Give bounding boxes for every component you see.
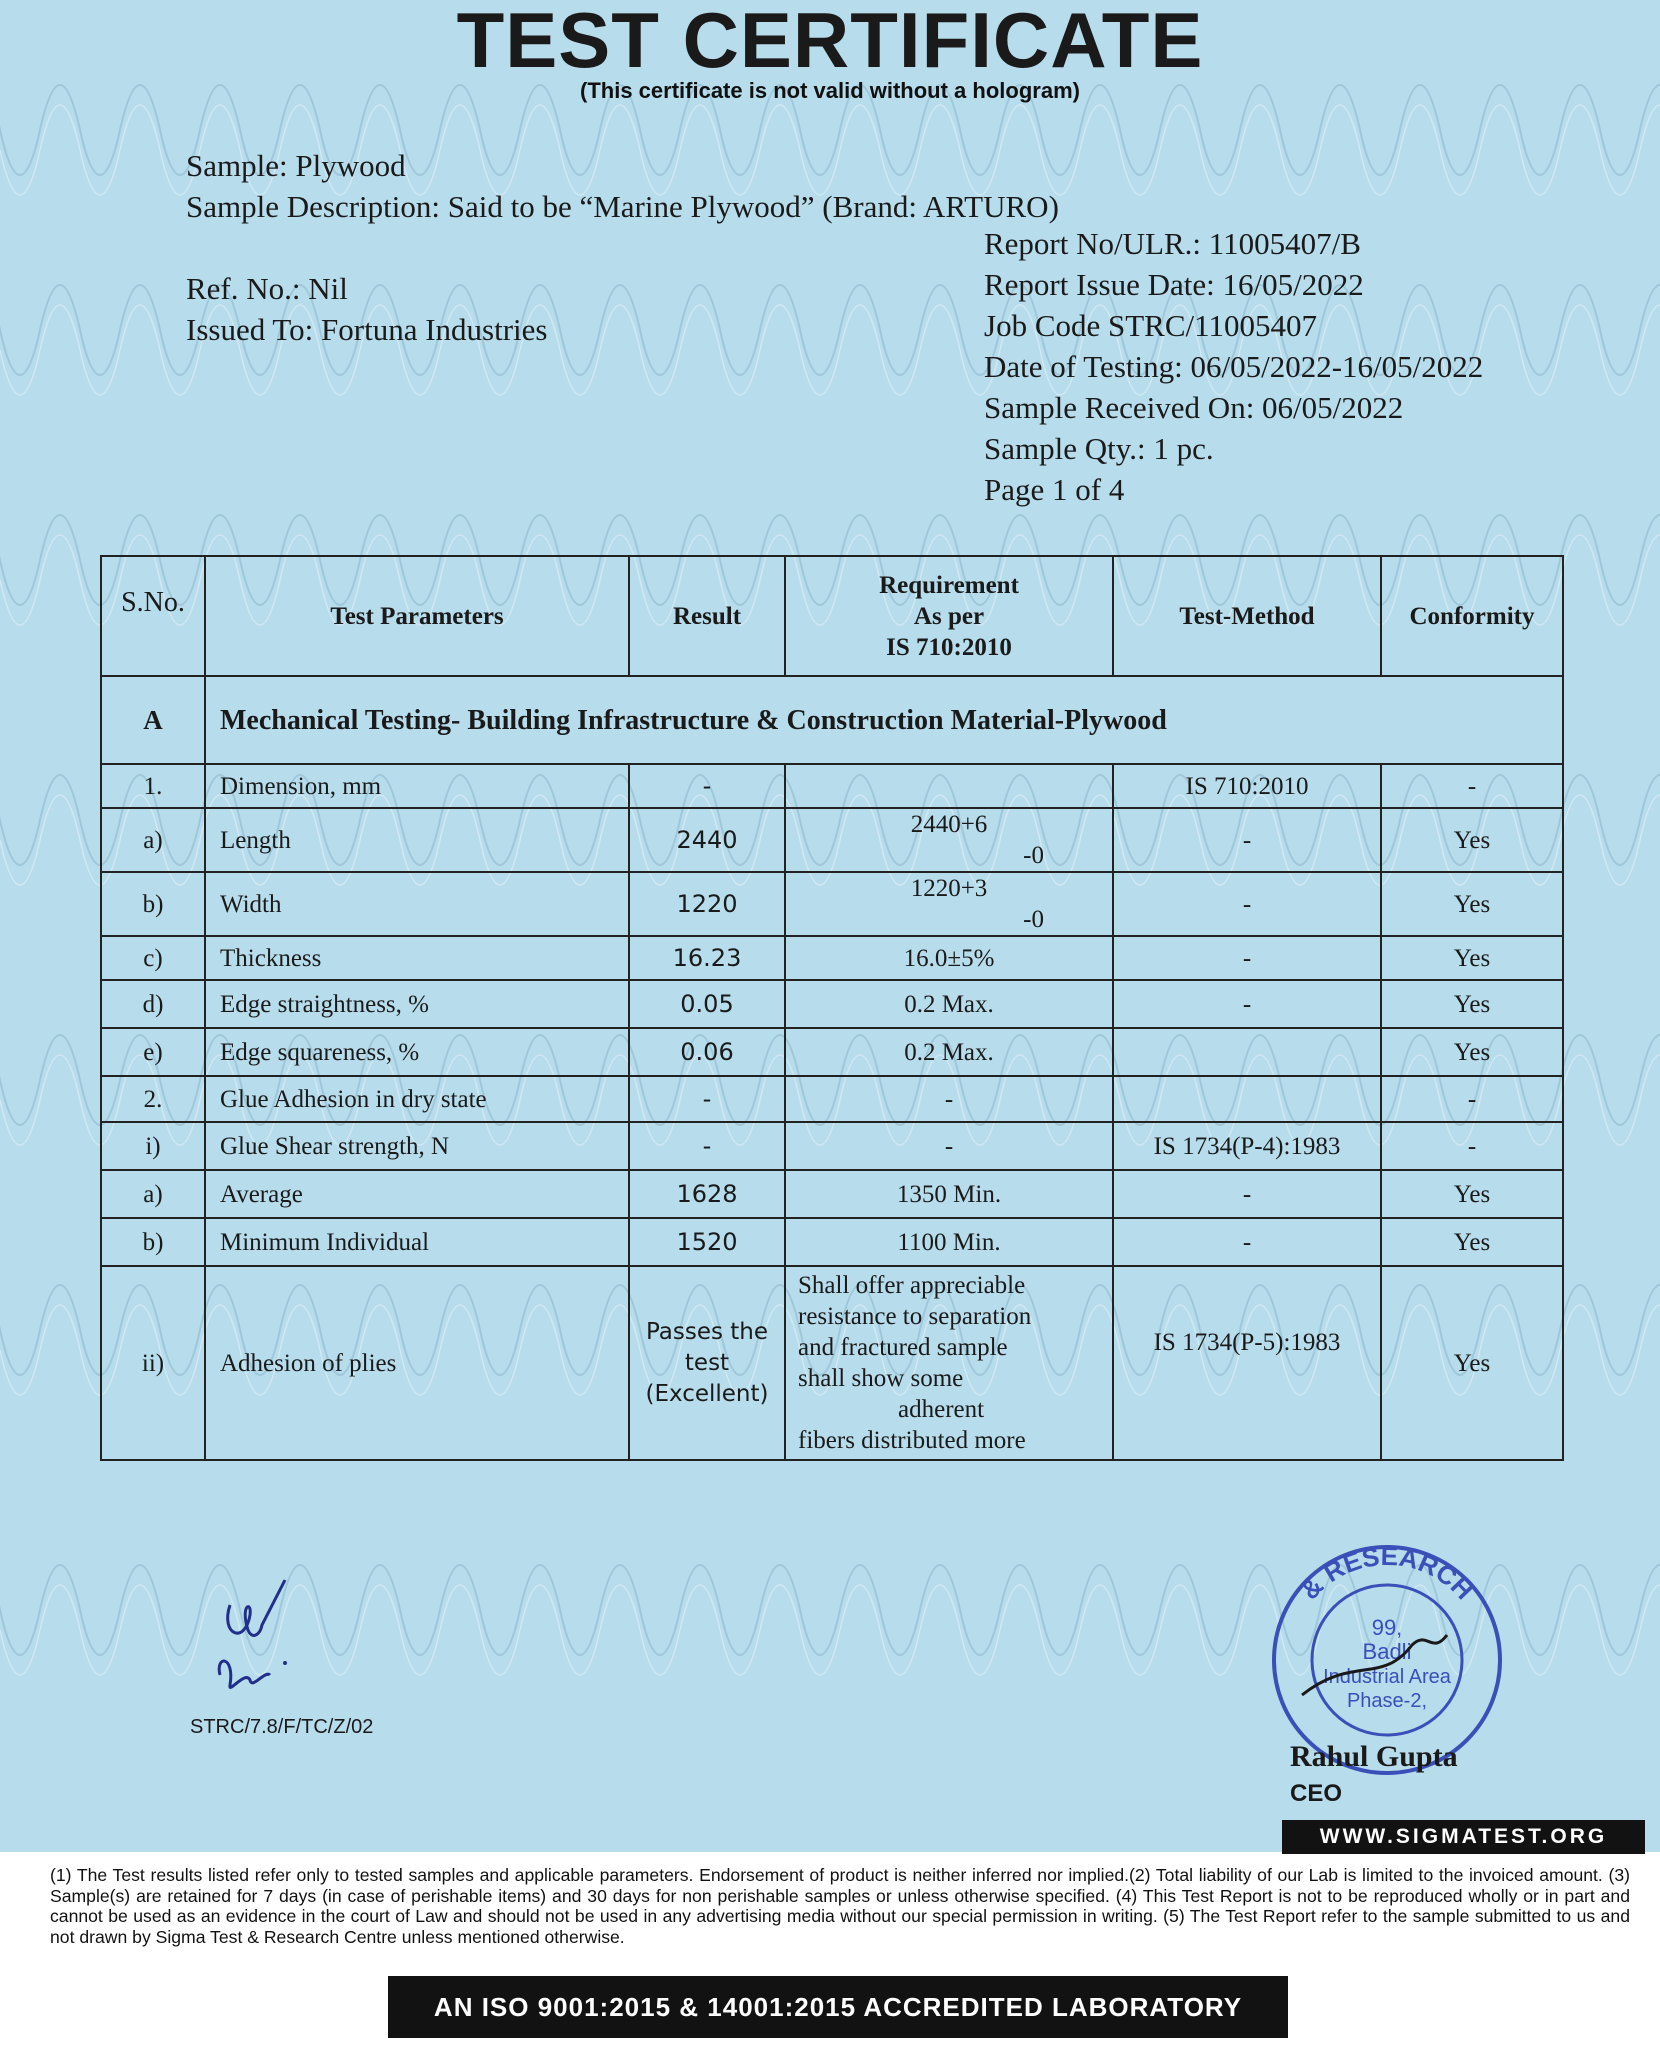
row-requirement-line1: 0.2 Max. <box>904 990 994 1018</box>
row-conformity: Yes <box>1381 1028 1563 1076</box>
header-test-method: Test-Method <box>1113 556 1381 676</box>
row-sno: 2. <box>101 1076 205 1122</box>
row-test-method: - <box>1113 1170 1381 1218</box>
row-parameter: Width <box>205 872 629 936</box>
row-sno: e) <box>101 1028 205 1076</box>
row-parameter: Glue Adhesion in dry state <box>205 1076 629 1122</box>
sample-info-block <box>186 145 1059 227</box>
row-result: - <box>629 764 785 808</box>
row-result-line3: (Excellent) <box>645 1380 769 1407</box>
row-sno <box>101 1266 205 1460</box>
svg-text:Industrial Area: Industrial Area <box>1323 1666 1451 1688</box>
row-requirement-line4: shall show some <box>798 1365 964 1392</box>
svg-text:& RESEARCH: & RESEARCH <box>1294 1540 1480 1606</box>
header-sno: S.No. <box>101 556 205 676</box>
section-title: Mechanical Testing- Building Infrastructure & Construction Material-Plywood <box>205 676 1563 764</box>
row-sno: c) <box>101 936 205 980</box>
row-sno: a) <box>101 808 205 872</box>
row-conformity: - <box>1381 1076 1563 1122</box>
row-requirement-line5: adherent <box>898 1396 985 1423</box>
row-requirement-line3: and fractured sample <box>798 1334 1008 1361</box>
header-test-parameters: Test Parameters <box>205 556 629 676</box>
page-number: Page 1 of 4 <box>984 472 1125 507</box>
issued-to: Issued To: Fortuna Industries <box>186 312 548 347</box>
row-requirement-line6: fibers distributed more <box>798 1427 1026 1454</box>
row-sno: i) <box>101 1122 205 1170</box>
row-result: 1628 <box>629 1170 785 1218</box>
disclaimer-text: (1) The Test results listed refer only to tested samples and applicable parameters. Endorsement of product is neither inferred nor implied.(2) Total liability of our Lab is limited to the invoiced amount. (3) Sample(s) are retained for 7 days (in case of perishable items) and 30 days for non perishable samples or unless otherwise specified. (4) This Test Report is not to be reproduced wholly or in part and cannot be used as an evidence in the court of Law and should not be used in any advertising media without our special permission in writing. (5) The Test Report refer to the sample submitted to us and not drawn by Sigma Test & Research Centre unless mentioned otherwise. <box>50 1865 1630 1947</box>
website-band: WWW.SIGMATEST.ORG <box>1282 1820 1645 1854</box>
row-requirement-line2: resistance to separation <box>798 1303 1032 1330</box>
reference-block <box>186 268 547 350</box>
row-requirement-line1: 0.2 Max. <box>904 1038 994 1066</box>
row-requirement-line1: 1350 Min. <box>896 1180 1002 1208</box>
row-test-method: - <box>1113 936 1381 980</box>
row-parameter: Edge squareness, % <box>205 1028 629 1076</box>
date-of-testing: Date of Testing: 06/05/2022-16/05/2022 <box>984 349 1484 384</box>
row-conformity: Yes <box>1381 936 1563 980</box>
row-requirement <box>785 1170 1113 1218</box>
row-requirement-line1: 2440+6 <box>910 811 988 838</box>
row-parameter: Average <box>205 1170 629 1218</box>
header-result: Result <box>629 556 785 676</box>
row-conformity <box>1381 1266 1563 1460</box>
row-result: 2440 <box>629 808 785 872</box>
ref-no: Ref. No.: Nil <box>186 271 348 306</box>
results-table <box>100 555 1564 1461</box>
row-test-method: IS 710:2010 <box>1113 764 1381 808</box>
row-result: - <box>629 1122 785 1170</box>
row-requirement-line1: 16.0±5% <box>903 944 995 972</box>
row-parameter: Dimension, mm <box>205 764 629 808</box>
row-test-method-line1: IS 1734(P-5):1983 <box>1153 1329 1341 1356</box>
row-test-method <box>1113 1266 1381 1460</box>
table-row <box>101 936 1563 980</box>
signature-image <box>190 1575 340 1715</box>
row-result: 1220 <box>629 872 785 936</box>
header-requirement-line1: Requirement <box>879 571 1019 599</box>
row-sno: 1. <box>101 764 205 808</box>
ceo-title: CEO <box>1290 1780 1343 1807</box>
row-result <box>629 1266 785 1460</box>
row-test-method <box>1113 1076 1381 1122</box>
row-result: 1520 <box>629 1218 785 1266</box>
row-sno: b) <box>101 872 205 936</box>
row-result: 0.05 <box>629 980 785 1028</box>
row-parameter-line1: Adhesion of plies <box>220 1349 397 1377</box>
certificate-title: TEST CERTIFICATE <box>456 0 1204 84</box>
sample-received-on: Sample Received On: 06/05/2022 <box>984 390 1404 425</box>
row-parameter: Minimum Individual <box>205 1218 629 1266</box>
table-row <box>101 1266 1563 1460</box>
row-requirement <box>785 872 1113 936</box>
row-parameter: Thickness <box>205 936 629 980</box>
header-conformity: Conformity <box>1381 556 1563 676</box>
row-sno: d) <box>101 980 205 1028</box>
job-code: Job Code STRC/11005407 <box>984 308 1317 343</box>
svg-text:Badli: Badli <box>1362 1639 1412 1664</box>
header-requirement <box>785 556 1113 676</box>
row-parameter: Glue Shear strength, N <box>205 1122 629 1170</box>
row-parameter <box>205 1266 629 1460</box>
ceo-name: Rahul Gupta <box>1290 1740 1458 1773</box>
row-requirement-line2: -0 <box>1023 906 1044 933</box>
row-requirement <box>785 1028 1113 1076</box>
row-conformity: Yes <box>1381 872 1563 936</box>
row-result-line1: Passes the <box>645 1318 769 1345</box>
sample-name: Sample: Plywood <box>186 148 406 183</box>
svg-text:Phase-2,: Phase-2, <box>1346 1690 1428 1712</box>
row-result-line2: test <box>684 1349 730 1376</box>
row-requirement <box>785 764 1113 808</box>
row-requirement <box>785 1122 1113 1170</box>
hologram-note: (This certificate is not valid without a hologram) <box>580 78 1080 103</box>
row-test-method: - <box>1113 872 1381 936</box>
row-sno-line1: ii) <box>141 1349 165 1377</box>
row-result: - <box>629 1076 785 1122</box>
row-conformity: Yes <box>1381 808 1563 872</box>
svg-text:99,: 99, <box>1371 1615 1403 1640</box>
row-test-method: - <box>1113 808 1381 872</box>
table-header-row <box>101 556 1563 676</box>
row-conformity: Yes <box>1381 1218 1563 1266</box>
accreditation-band: AN ISO 9001:2015 & 14001:2015 ACCREDITED LABORATORY <box>388 1976 1288 2038</box>
report-issue-date: Report Issue Date: 16/05/2022 <box>984 267 1364 302</box>
row-requirement <box>785 808 1113 872</box>
row-requirement-line1: 1100 Min. <box>897 1228 1001 1256</box>
report-no: Report No/ULR.: 11005407/B <box>984 226 1361 261</box>
row-test-method: - <box>1113 1218 1381 1266</box>
header-requirement-line3: IS 710:2010 <box>886 633 1012 661</box>
row-requirement <box>785 1218 1113 1266</box>
table-row <box>101 872 1563 936</box>
row-requirement-line1: Shall offer appreciable <box>798 1272 1026 1299</box>
table-row <box>101 1076 1563 1122</box>
row-sno: b) <box>101 1218 205 1266</box>
row-requirement-line2: -0 <box>1023 842 1044 869</box>
table-row <box>101 980 1563 1028</box>
row-test-method: - <box>1113 980 1381 1028</box>
row-requirement <box>785 1076 1113 1122</box>
row-sno: a) <box>101 1170 205 1218</box>
row-result: 16.23 <box>629 936 785 980</box>
table-row <box>101 1218 1563 1266</box>
row-test-method <box>1113 1028 1381 1076</box>
report-info-block <box>984 223 1483 510</box>
sample-description: Sample Description: Said to be “Marine Plywood” (Brand: ARTURO) <box>186 189 1059 224</box>
row-conformity: Yes <box>1381 980 1563 1028</box>
table-row <box>101 1028 1563 1076</box>
section-row <box>101 676 1563 764</box>
row-result: 0.06 <box>629 1028 785 1076</box>
row-requirement-line1: - <box>944 1085 954 1113</box>
row-conformity: - <box>1381 1122 1563 1170</box>
row-requirement-line1: - <box>944 1132 954 1160</box>
sample-qty: Sample Qty.: 1 pc. <box>984 431 1214 466</box>
table-row <box>101 764 1563 808</box>
row-requirement <box>785 980 1113 1028</box>
row-parameter: Length <box>205 808 629 872</box>
row-requirement-line1: 1220+3 <box>910 875 988 902</box>
form-code: STRC/7.8/F/TC/Z/02 <box>190 1716 374 1738</box>
section-id: A <box>101 676 205 764</box>
table-row <box>101 808 1563 872</box>
table-row <box>101 1170 1563 1218</box>
row-requirement <box>785 936 1113 980</box>
header-requirement-line2: As per <box>913 602 985 630</box>
table-row <box>101 1122 1563 1170</box>
row-parameter: Edge straightness, % <box>205 980 629 1028</box>
row-conformity: - <box>1381 764 1563 808</box>
row-conformity-line1: Yes <box>1453 1349 1491 1377</box>
row-test-method: IS 1734(P-4):1983 <box>1113 1122 1381 1170</box>
row-requirement <box>785 1266 1113 1460</box>
row-conformity: Yes <box>1381 1170 1563 1218</box>
